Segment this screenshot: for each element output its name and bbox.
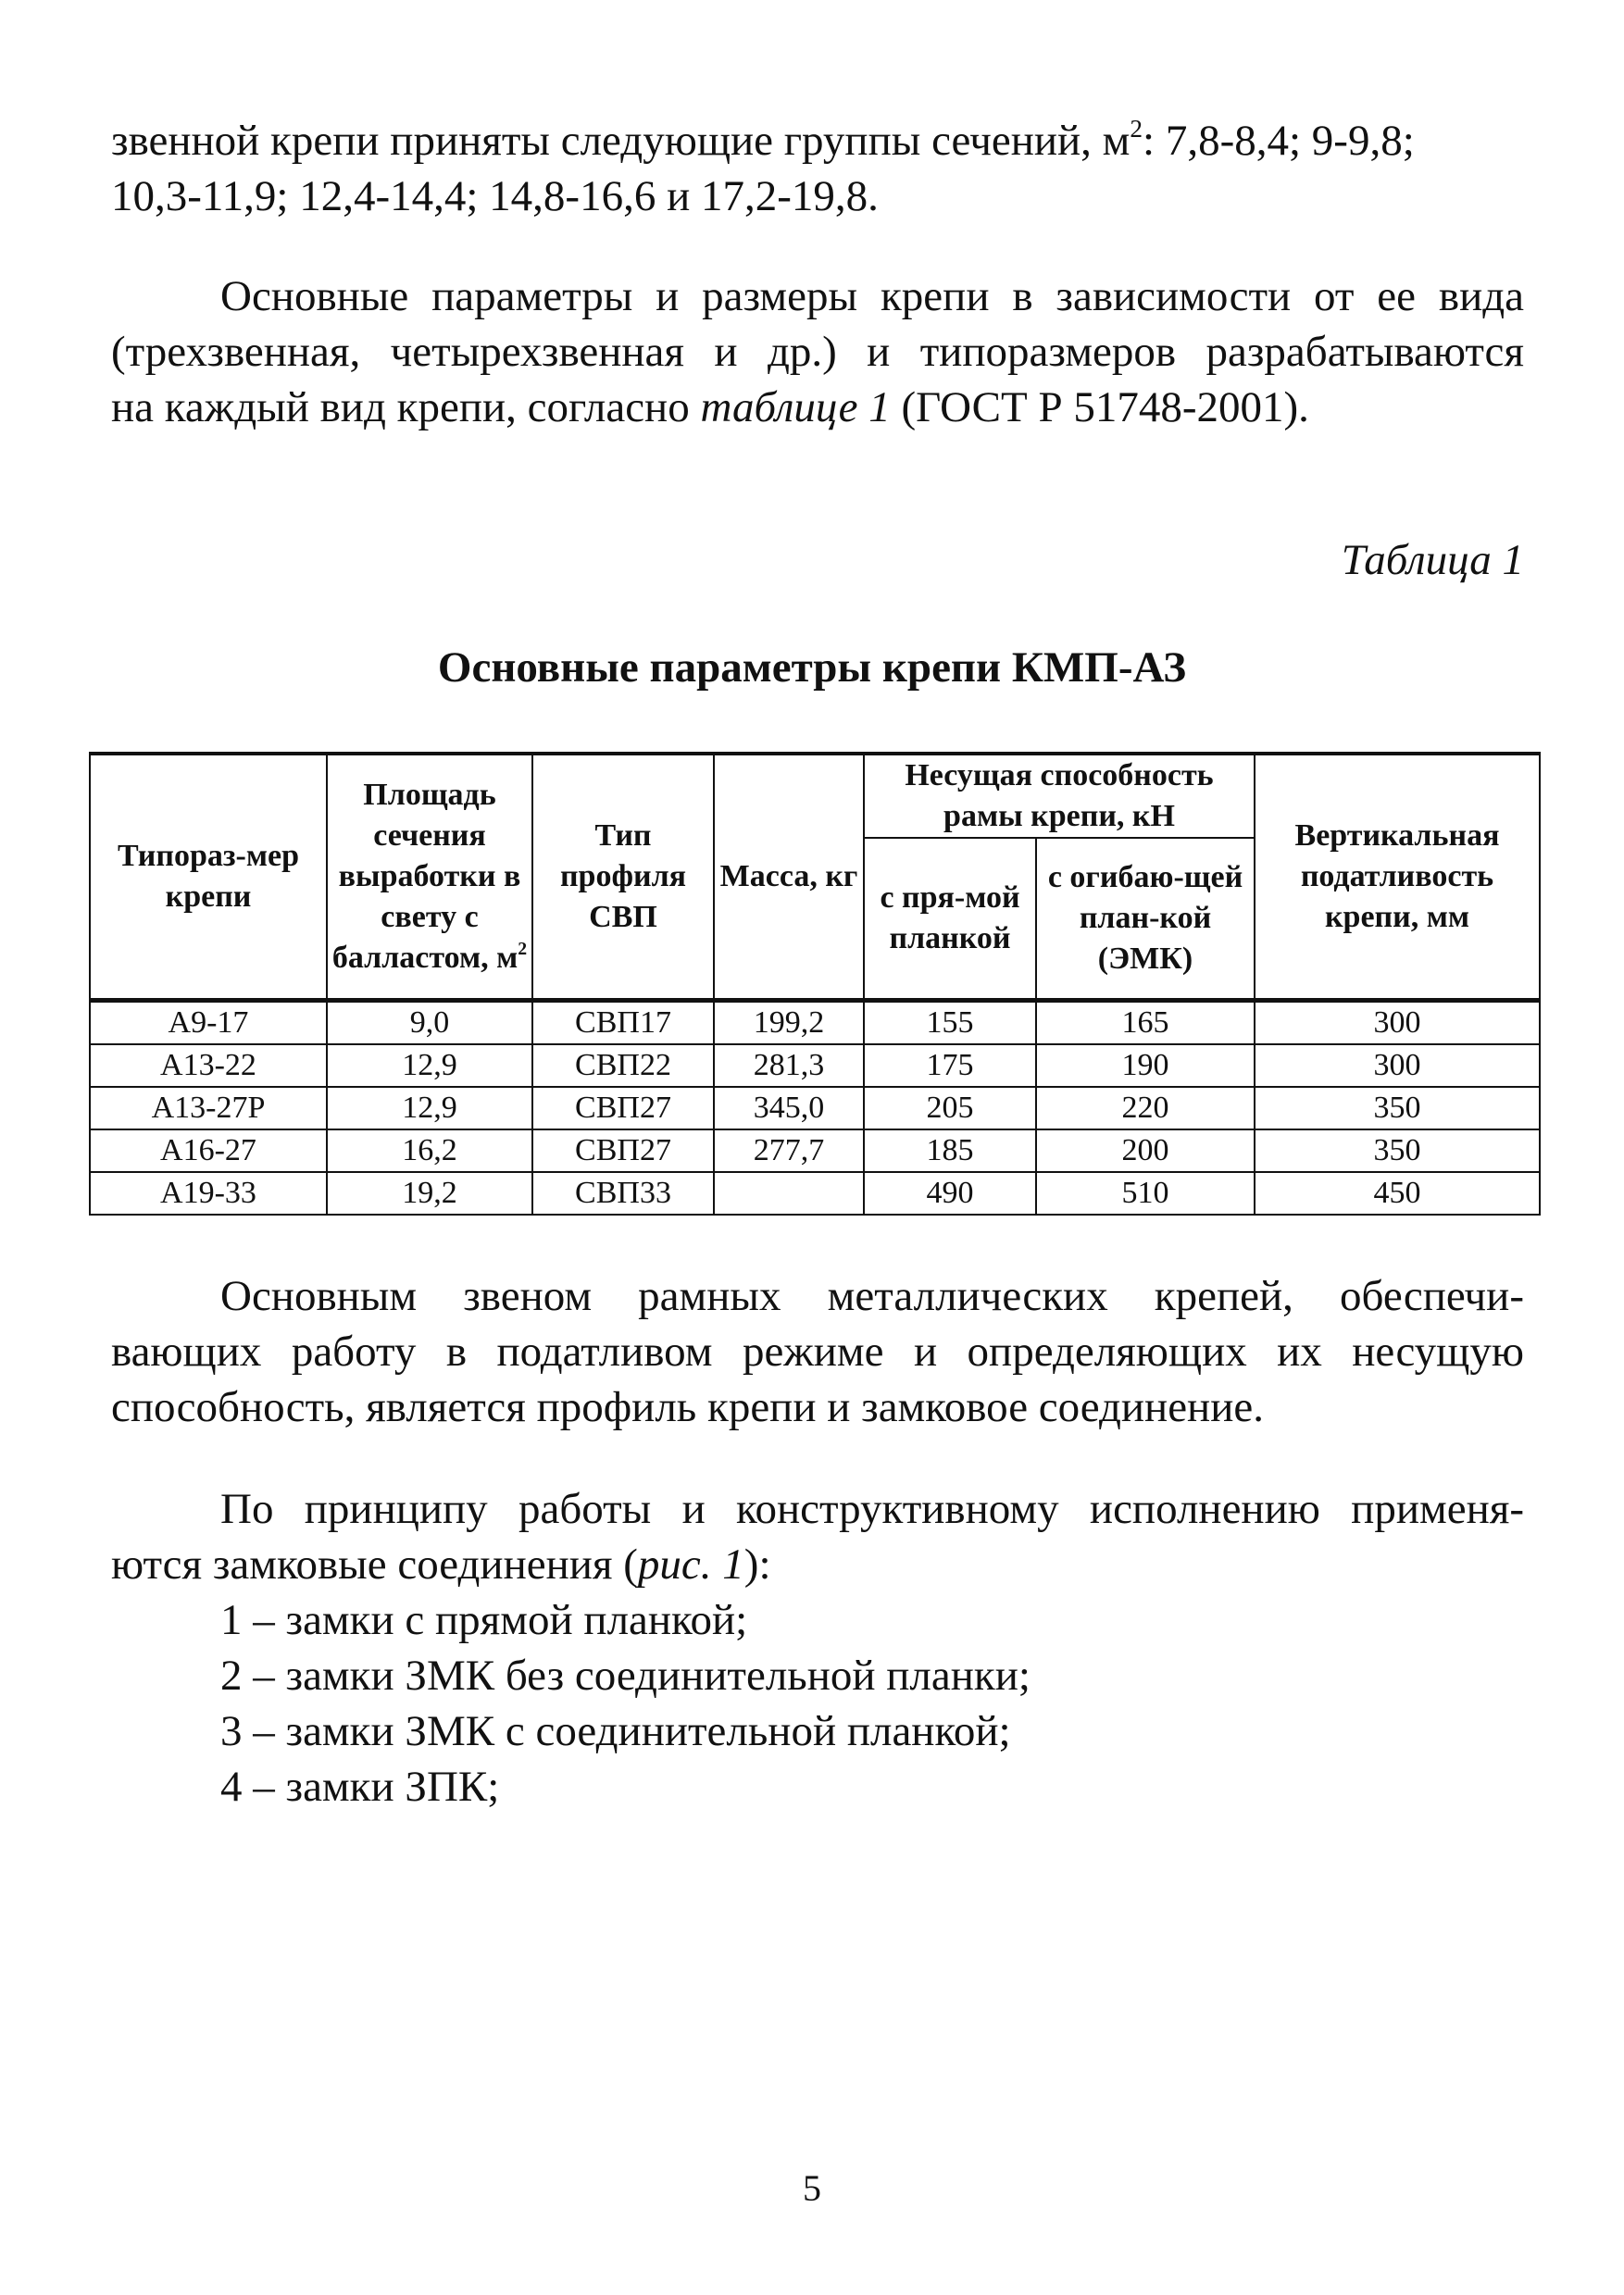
lock-list-item: 4 – замки ЗПК; bbox=[220, 1763, 500, 1811]
cell-straight: 185 bbox=[864, 1129, 1036, 1172]
parameters-paragraph bbox=[111, 268, 1524, 435]
cell-compliance: 350 bbox=[1255, 1087, 1540, 1129]
cell-mass bbox=[714, 1172, 864, 1215]
cell-profile: СВП22 bbox=[532, 1044, 714, 1087]
cell-emk: 220 bbox=[1036, 1087, 1255, 1129]
cell-emk: 190 bbox=[1036, 1044, 1255, 1087]
table-row bbox=[90, 1129, 1540, 1172]
cell-type: А13-27Р bbox=[90, 1087, 327, 1129]
parameters-line-1: Основные параметры и размеры крепи в зависимости от ее вида bbox=[220, 272, 1524, 320]
parameters-line-2: (трехзвенная, четырехзвенная и др.) и типоразмеров разрабатываются bbox=[111, 328, 1524, 376]
cell-area: 19,2 bbox=[327, 1172, 532, 1215]
cell-mass: 345,0 bbox=[714, 1087, 864, 1129]
table-row bbox=[90, 1001, 1540, 1045]
header-compliance: Вертикальная податливость крепи, мм bbox=[1255, 754, 1540, 1001]
cell-compliance: 300 bbox=[1255, 1001, 1540, 1045]
table-row bbox=[90, 1087, 1540, 1129]
cell-emk: 200 bbox=[1036, 1129, 1255, 1172]
profile-line-1: Основным звеном рамных металлических крепей, обеспечи- bbox=[220, 1272, 1524, 1320]
cell-area: 16,2 bbox=[327, 1129, 532, 1172]
cell-straight: 490 bbox=[864, 1172, 1036, 1215]
intro-line-2: 10,3-11,9; 12,4-14,4; 14,8-16,6 и 17,2-19,8. bbox=[111, 172, 879, 220]
cell-area: 12,9 bbox=[327, 1044, 532, 1087]
parameters-line-3-tail: (ГОСТ Р 51748-2001). bbox=[890, 383, 1309, 431]
header-capacity: Несущая способность рамы крепи, кН bbox=[864, 754, 1255, 838]
lock-list-item: 2 – замки ЗМК без соединительной планки; bbox=[220, 1652, 1031, 1700]
intro-line-1 bbox=[111, 113, 1524, 168]
header-type: Типораз-мер крепи bbox=[90, 754, 327, 1001]
lock-list-item: 3 – замки ЗМК с соединительной планкой; bbox=[220, 1707, 1011, 1755]
cell-straight: 205 bbox=[864, 1087, 1036, 1129]
locks-line-2 bbox=[111, 1537, 1524, 1592]
figure-reference: рис. 1 bbox=[637, 1540, 744, 1589]
cell-compliance: 450 bbox=[1255, 1172, 1540, 1215]
locks-line-1: По принципу работы и конструктивному исполнению применя- bbox=[220, 1485, 1524, 1533]
cell-emk: 510 bbox=[1036, 1172, 1255, 1215]
cell-straight: 175 bbox=[864, 1044, 1036, 1087]
cell-type: А19-33 bbox=[90, 1172, 327, 1215]
squared-superscript: 2 bbox=[1130, 114, 1143, 143]
header-mass: Масса, кг bbox=[714, 754, 864, 1001]
lock-list-item: 1 – замки с прямой планкой; bbox=[220, 1596, 748, 1644]
parameters-line-3-text: на каждый вид крепи, согласно bbox=[111, 383, 701, 431]
cell-straight: 155 bbox=[864, 1001, 1036, 1045]
cell-mass: 199,2 bbox=[714, 1001, 864, 1045]
cell-mass: 277,7 bbox=[714, 1129, 864, 1172]
locks-line-2-tail: ): bbox=[743, 1540, 771, 1589]
cell-profile: СВП33 bbox=[532, 1172, 714, 1215]
table-row bbox=[90, 1172, 1540, 1215]
cell-compliance: 300 bbox=[1255, 1044, 1540, 1087]
table-label: Таблица 1 bbox=[1341, 536, 1524, 584]
cell-compliance: 350 bbox=[1255, 1129, 1540, 1172]
cell-type: А9-17 bbox=[90, 1001, 327, 1045]
cell-mass: 281,3 bbox=[714, 1044, 864, 1087]
intro-line-1-tail: : 7,8-8,4; 9-9,8; bbox=[1143, 117, 1415, 165]
cell-type: А16-27 bbox=[90, 1129, 327, 1172]
table-title: Основные параметры крепи КМП-АЗ bbox=[437, 643, 1187, 692]
locks-paragraph bbox=[111, 1481, 1524, 1815]
header-capacity-emk: с огибаю-щей план-кой (ЭМК) bbox=[1036, 838, 1255, 1001]
cell-area: 12,9 bbox=[327, 1087, 532, 1129]
profile-paragraph bbox=[111, 1268, 1524, 1435]
cell-profile: СВП27 bbox=[532, 1087, 714, 1129]
parameters-line-3 bbox=[111, 380, 1524, 435]
parameters-table bbox=[89, 752, 1541, 1216]
cell-profile: СВП17 bbox=[532, 1001, 714, 1045]
header-capacity-straight: с пря-мой планкой bbox=[864, 838, 1036, 1001]
profile-line-2: вающих работу в податливом режиме и определяющих их несущую bbox=[111, 1328, 1524, 1376]
table-reference: таблице 1 bbox=[700, 383, 891, 431]
intro-paragraph bbox=[111, 113, 1524, 224]
cell-type: А13-22 bbox=[90, 1044, 327, 1087]
header-profile: Тип профиля СВП bbox=[532, 754, 714, 1001]
table-row bbox=[90, 1044, 1540, 1087]
profile-line-3: способность, является профиль крепи и замковое соединение. bbox=[111, 1383, 1264, 1431]
cell-emk: 165 bbox=[1036, 1001, 1255, 1045]
intro-line-1-text: звенной крепи приняты следующие группы сечений, м bbox=[111, 117, 1131, 165]
cell-area: 9,0 bbox=[327, 1001, 532, 1045]
locks-line-2-text: ются замковые соединения ( bbox=[111, 1540, 638, 1589]
header-area: Площадь сечения выработки в свету с балластом, $м^2$ bbox=[327, 754, 532, 1001]
page-number: 5 bbox=[803, 2167, 821, 2209]
cell-profile: СВП27 bbox=[532, 1129, 714, 1172]
